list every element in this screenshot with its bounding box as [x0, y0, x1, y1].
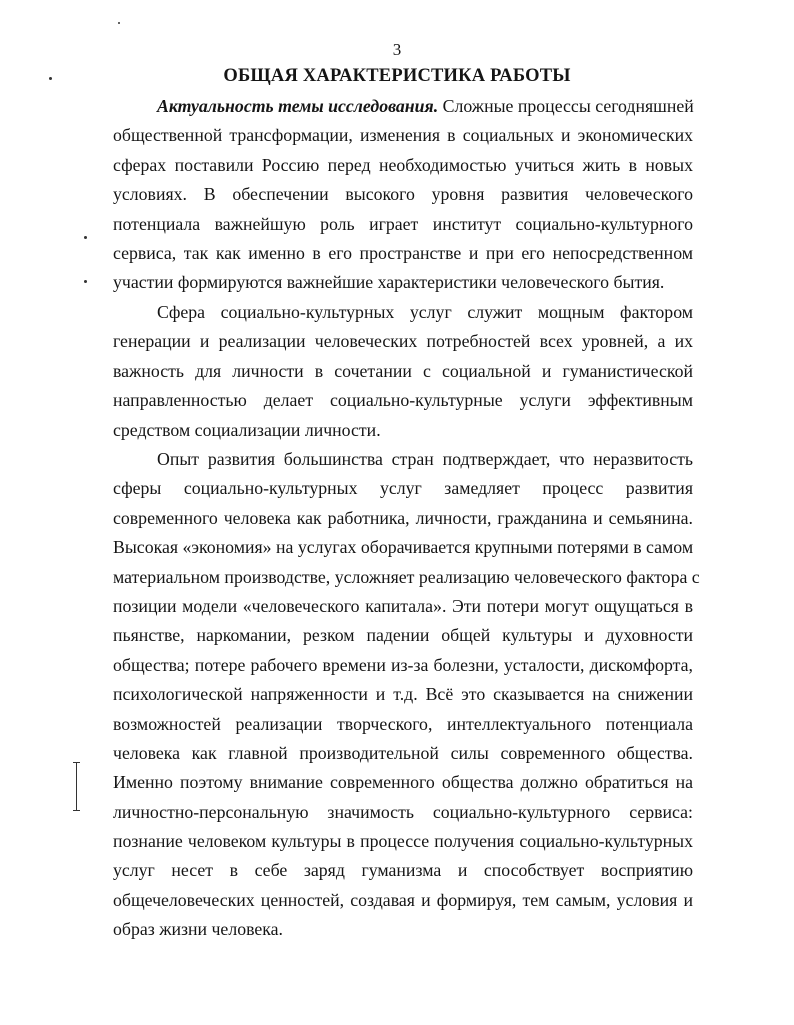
paragraph-relevance: [113, 92, 693, 298]
binding-mark-top: [73, 762, 80, 763]
paragraph-line: Актуальность темы исследования. Сложные процессы сегодняшней: [157, 96, 694, 116]
paragraph-line: общечеловеческих ценностей, создавая и формируя, тем самым, условия и: [113, 889, 693, 910]
paragraph-line: психологической напряженности и т.д. Всё это сказывается на снижении: [113, 684, 693, 705]
paragraph-line: материальном производстве, усложняет реализацию человеческого фактора с: [113, 566, 700, 587]
paragraph-line: важность для личности в сочетании с социальной и гуманистической: [113, 360, 693, 381]
paragraph-line: познание человеком культуры в процессе получения социально-культурных: [113, 831, 693, 852]
paragraph-line: сферах поставили Россию перед необходимостью учиться жить в новых: [113, 154, 693, 175]
paragraph-line: генерации и реализации человеческих потребностей всех уровней, а их: [113, 331, 693, 352]
page-number: 3: [392, 40, 402, 59]
paragraph-line: Именно поэтому внимание современного общества должно обратиться на: [113, 772, 693, 793]
scan-speck: [49, 77, 52, 80]
paragraph-line: Сфера социально-культурных услуг служит мощным фактором: [157, 302, 693, 322]
paragraph-line: общества; потере рабочего времени из-за болезни, усталости, дискомфорта,: [113, 654, 693, 675]
scan-speck: [84, 280, 87, 283]
paragraph-line: образ жизни человека.: [113, 919, 283, 940]
paragraph-line: общественной трансформации, изменения в социальных и экономических: [113, 125, 693, 146]
paragraph-line: условиях. В обеспечении высокого уровня развития человеческого: [113, 184, 693, 205]
binding-mark: [76, 762, 77, 810]
paragraph-experience: [113, 445, 700, 945]
paragraph-line: современного человека как работника, личности, гражданина и семьянина.: [113, 507, 693, 528]
paragraph-services: [113, 298, 693, 445]
paragraph-line: позиции модели «человеческого капитала». Эти потери могут ощущаться в: [113, 595, 693, 616]
paragraph-line: Опыт развития большинства стран подтверждает, что неразвитость: [157, 449, 693, 469]
paragraph-line: участии формируются важнейшие характеристики человеческого бытия.: [113, 272, 665, 293]
scan-speck: [84, 236, 87, 239]
paragraph-line: Высокая «экономия» на услугах оборачивается крупными потерями в самом: [113, 537, 694, 558]
paragraph-line: услуг несет в себе заряд гуманизма и способствует восприятию: [113, 860, 693, 881]
paragraph-line: человека как главной производительной силы современного общества.: [113, 742, 693, 763]
scan-speck: [118, 22, 120, 24]
paragraph-line: сервиса, так как именно в его пространстве и при его непосредственном: [113, 242, 693, 263]
relevance-lead: Актуальность темы исследования.: [157, 96, 439, 116]
paragraph-line: личностно-персональную значимость социально-культурного сервиса:: [113, 801, 693, 822]
paragraph-line: пьянстве, наркомании, резком падении общей культуры и духовности: [113, 625, 693, 646]
paragraph-line: сферы социально-культурных услуг замедляет процесс развития: [113, 478, 693, 499]
paragraph-line: возможностей реализации творческого, интеллектуального потенциала: [113, 713, 693, 734]
binding-mark-bottom: [73, 810, 80, 811]
page-title: ОБЩАЯ ХАРАКТЕРИСТИКА РАБОТЫ: [223, 66, 571, 86]
paragraph-line: средством социализации личности.: [113, 419, 381, 440]
paragraph-line: направленностью делает социально-культурные услуги эффективным: [113, 390, 693, 411]
paragraph-line: потенциала важнейшую роль играет институт социально-культурного: [113, 213, 693, 234]
